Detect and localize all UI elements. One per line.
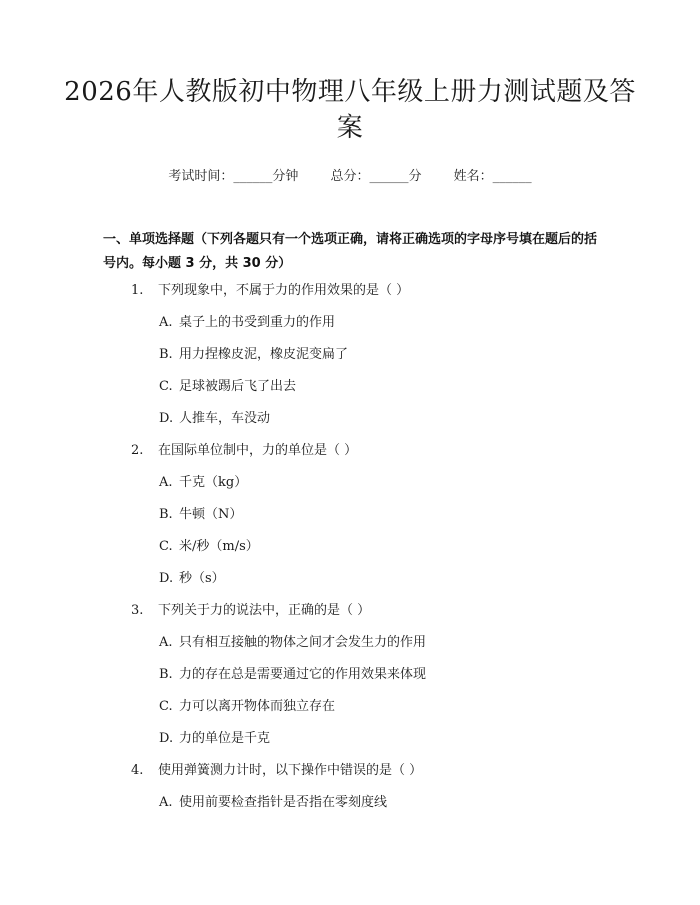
question-text: 使用弹簧测力计时，以下操作中错误的是（ ） — [158, 763, 423, 778]
question-1-option-b — [159, 345, 348, 365]
option-letter: D. — [159, 571, 174, 586]
option-text: 使用前要检查指针是否指在零刻度线 — [179, 795, 388, 810]
option-text: 桌子上的书受到重力的作用 — [179, 315, 336, 330]
student-name-field: 姓名：______ — [453, 169, 532, 184]
question-text: 下列现象中，不属于力的作用效果的是（ ） — [158, 283, 410, 298]
total-score-field: 总分：______分 — [330, 169, 422, 184]
option-letter: C. — [159, 379, 173, 394]
option-letter: A. — [159, 315, 173, 330]
option-letter: A. — [159, 635, 173, 650]
question-number: 3. — [131, 603, 144, 618]
question-3-option-c — [159, 697, 335, 717]
option-text: 千克（kg） — [179, 475, 248, 490]
option-letter: D. — [159, 731, 174, 746]
option-text: 牛顿（N） — [179, 507, 243, 522]
question-number: 2. — [131, 443, 144, 458]
question-3 — [131, 601, 370, 621]
question-text: 在国际单位制中，力的单位是（ ） — [158, 443, 358, 458]
question-1-option-d — [159, 409, 270, 429]
question-4 — [131, 761, 422, 781]
option-letter: A. — [159, 795, 173, 810]
question-1 — [131, 281, 409, 301]
option-text: 米/秒（m/s） — [179, 539, 259, 554]
option-text: 力可以离开物体而独立存在 — [179, 699, 336, 714]
question-1-option-c — [159, 377, 296, 397]
option-letter: C. — [159, 699, 173, 714]
option-letter: B. — [159, 347, 173, 362]
question-2-option-d — [159, 569, 225, 589]
question-2 — [131, 441, 357, 461]
option-text: 只有相互接触的物体之间才会发生力的作用 — [179, 635, 427, 650]
option-letter: B. — [159, 507, 173, 522]
option-text: 力的存在总是需要通过它的作用效果来体现 — [179, 667, 427, 682]
option-text: 用力捏橡皮泥，橡皮泥变扁了 — [179, 347, 349, 362]
question-text: 下列关于力的说法中，正确的是（ ） — [158, 603, 371, 618]
question-3-option-d — [159, 729, 270, 749]
option-letter: D. — [159, 411, 174, 426]
option-letter: B. — [159, 667, 173, 682]
option-text: 秒（s） — [179, 571, 225, 586]
section-heading: 一、单项选择题（下列各题只有一个选项正确，请将正确选项的字母序号填在题后的括号内。每小题 3 分，共 30 分） — [103, 232, 598, 271]
option-letter: C. — [159, 539, 173, 554]
question-3-option-a — [159, 633, 426, 653]
option-text: 足球被踢后飞了出去 — [179, 379, 297, 394]
exam-info-line — [0, 167, 700, 187]
question-number: 4. — [131, 763, 144, 778]
document-title: 2026年人教版初中物理八年级上册力测试题及答案 — [64, 77, 636, 143]
question-1-option-a — [159, 313, 335, 333]
question-2-option-c — [159, 537, 259, 557]
question-2-option-b — [159, 505, 242, 525]
question-4-option-a — [159, 793, 387, 813]
exam-time-field: 考试时间：______分钟 — [168, 169, 299, 184]
option-text: 人推车，车没动 — [179, 411, 271, 426]
question-2-option-a — [159, 473, 247, 493]
question-3-option-b — [159, 665, 426, 685]
option-letter: A. — [159, 475, 173, 490]
question-number: 1. — [131, 283, 144, 298]
option-text: 力的单位是千克 — [179, 731, 271, 746]
